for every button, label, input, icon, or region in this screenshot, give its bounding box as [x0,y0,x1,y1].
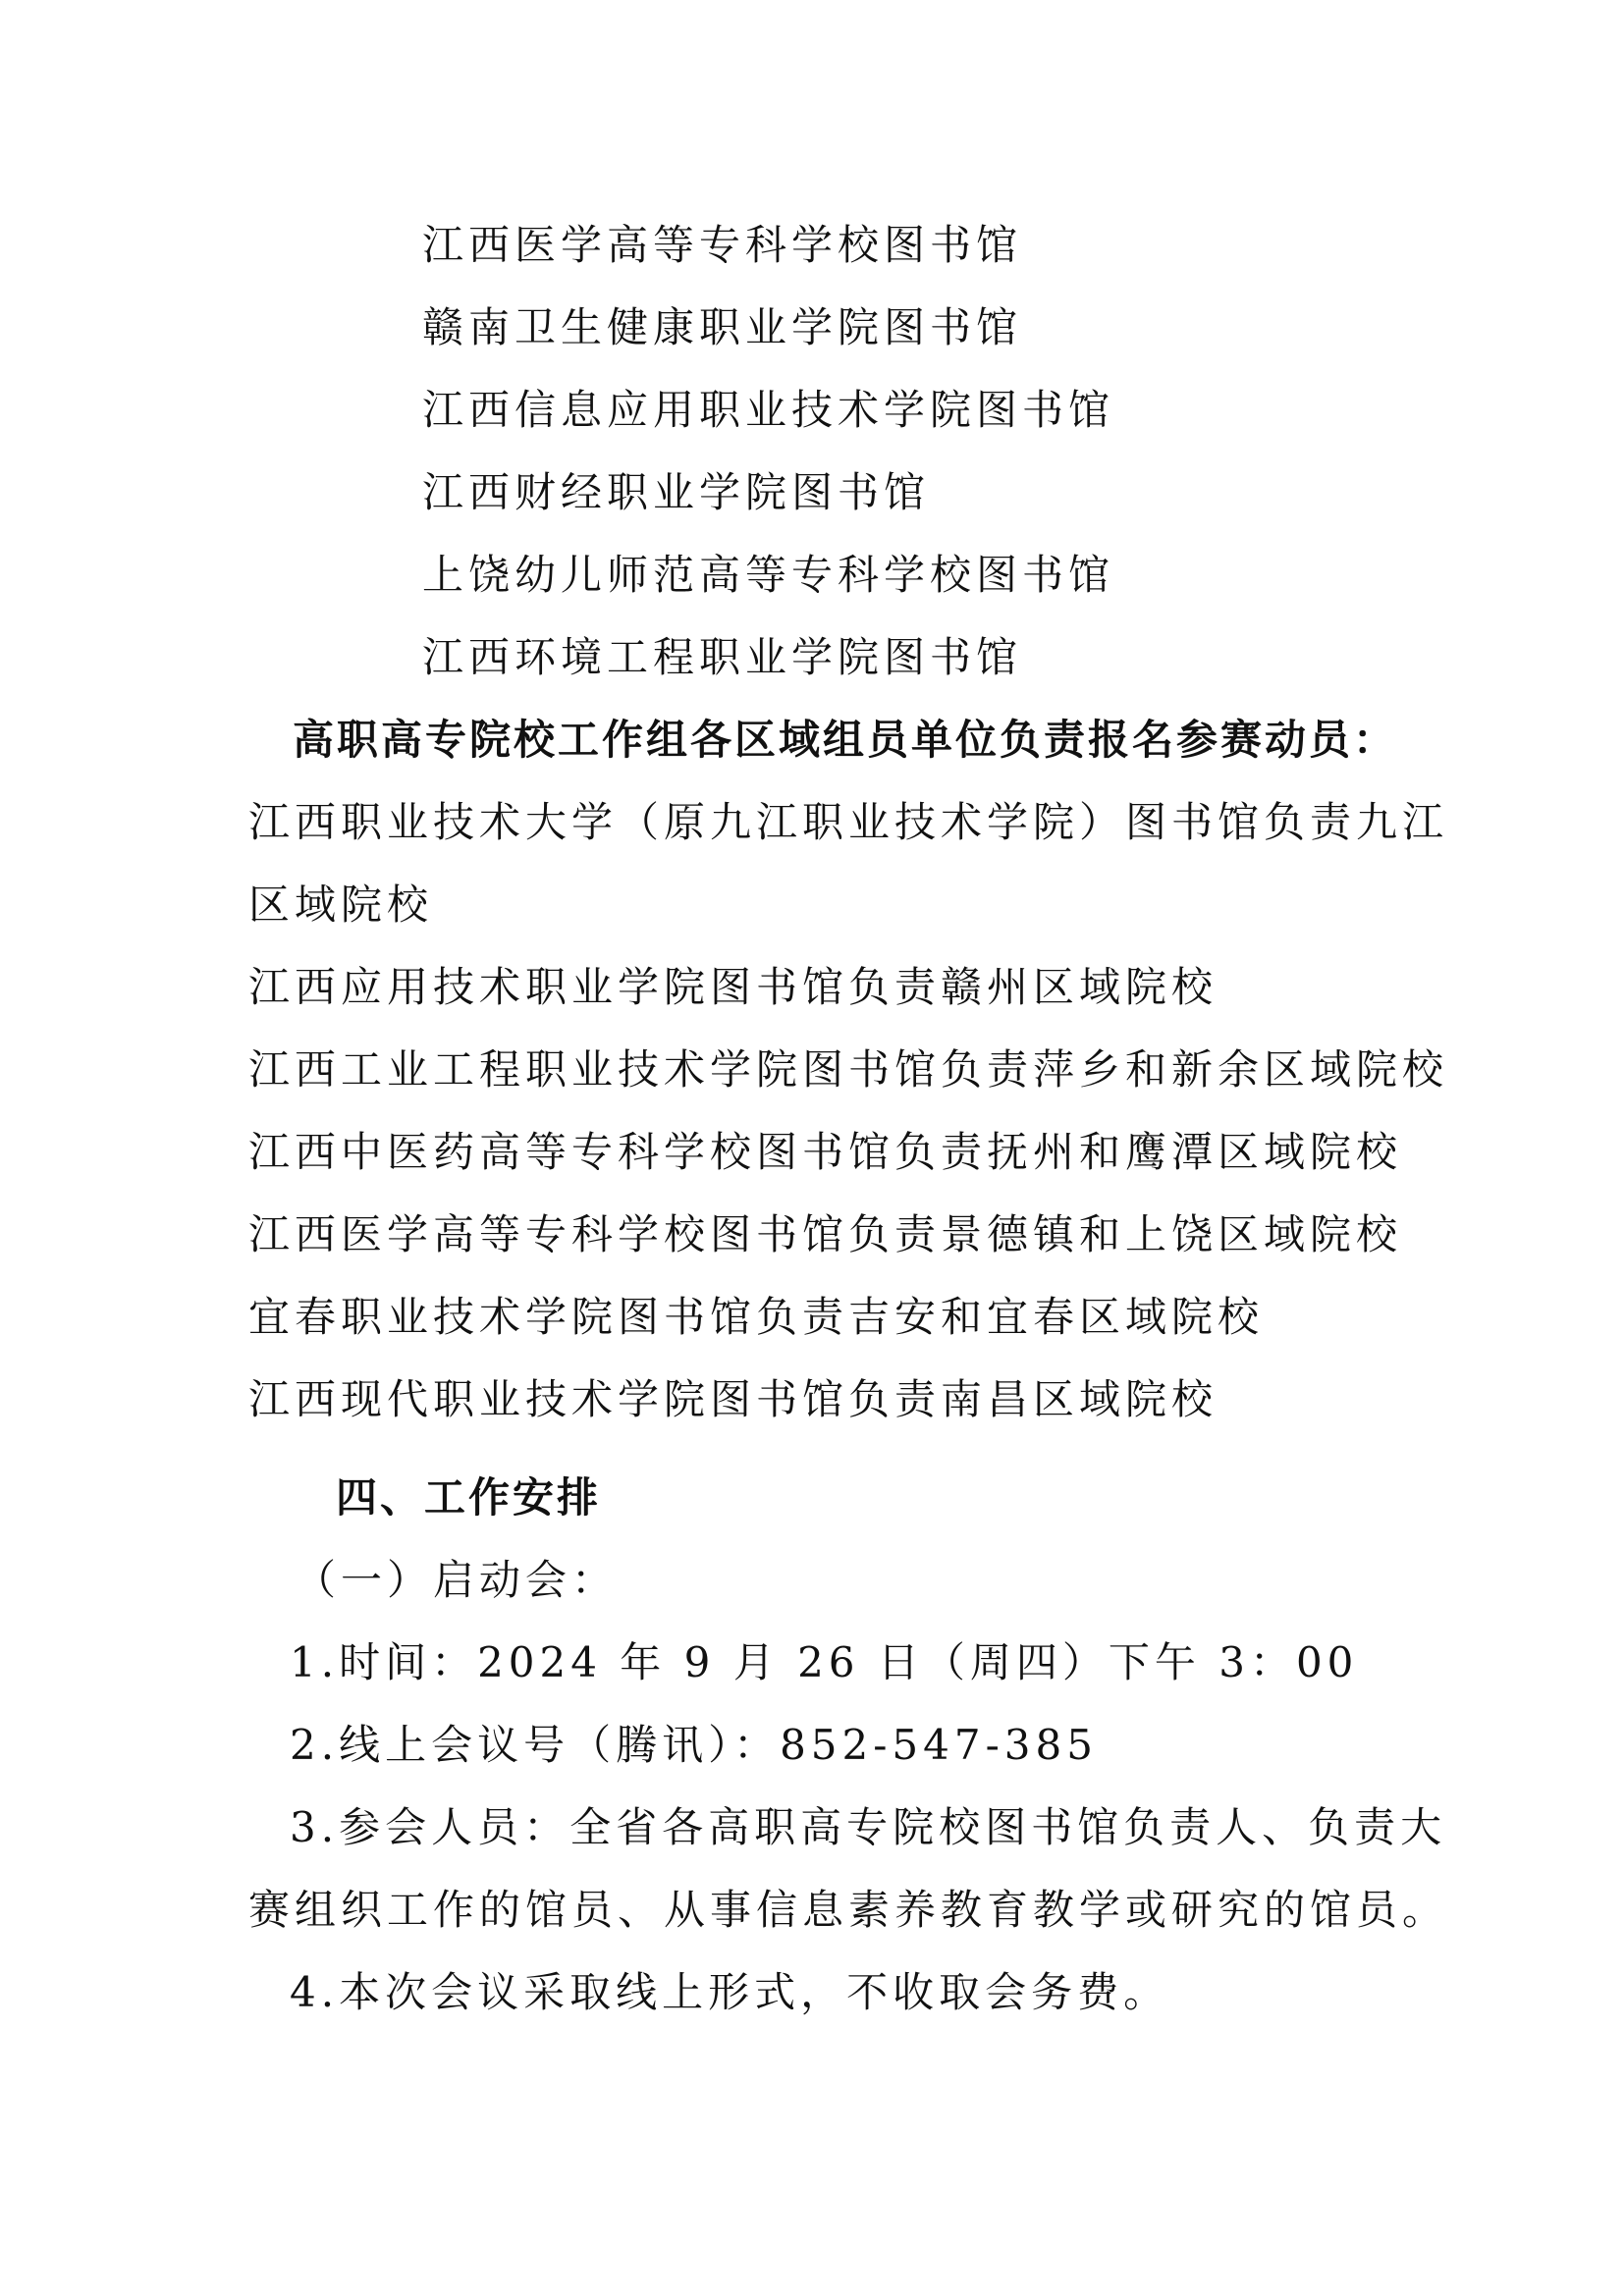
regional-line: 江西工业工程职业技术学院图书馆负责萍乡和新余区域院校 [248,1045,1449,1094]
library-item: 赣南卫生健康职业学院图书馆 [422,303,1023,351]
regional-heading: 高职高专院校工作组各区域组员单位负责报名参赛动员： [293,716,1398,764]
regional-line: 宜春职业技术学院图书馆负责吉安和宜春区域院校 [248,1293,1265,1341]
library-item: 上饶幼儿师范高等专科学校图书馆 [422,551,1115,599]
library-item: 江西财经职业学院图书馆 [422,468,931,516]
regional-line: 江西职业技术大学（原九江职业技术学院）图书馆负责九江 [248,798,1449,846]
arrangement-item: 1.时间：2024 年 9 月 26 日（周四）下午 3：00 [290,1638,1359,1686]
arrangement-item: 3.参会人员：全省各高职高专院校图书馆负责人、负责大 [290,1803,1447,1851]
section-heading: 四、工作安排 [336,1473,602,1522]
regional-line: 江西中医药高等专科学校图书馆负责抚州和鹰潭区域院校 [248,1128,1403,1176]
subsection-heading: （一）启动会： [295,1556,619,1604]
arrangement-item: 2.线上会议号（腾讯）：852-547-385 [290,1721,1098,1769]
regional-line: 江西现代职业技术学院图书馆负责南昌区域院校 [248,1375,1218,1423]
library-item: 江西环境工程职业学院图书馆 [422,633,1023,681]
library-item: 江西信息应用职业技术学院图书馆 [422,386,1115,434]
arrangement-item: 4.本次会议采取线上形式，不收取会务费。 [290,1968,1170,2016]
regional-line: 江西医学高等专科学校图书馆负责景德镇和上饶区域院校 [248,1210,1403,1258]
arrangement-item-continuation: 赛组织工作的馆员、从事信息素养教育教学或研究的馆员。 [248,1886,1449,1934]
regional-line: 江西应用技术职业学院图书馆负责赣州区域院校 [248,963,1218,1011]
library-item: 江西医学高等专科学校图书馆 [422,221,1023,269]
regional-line: 区域院校 [248,881,434,929]
